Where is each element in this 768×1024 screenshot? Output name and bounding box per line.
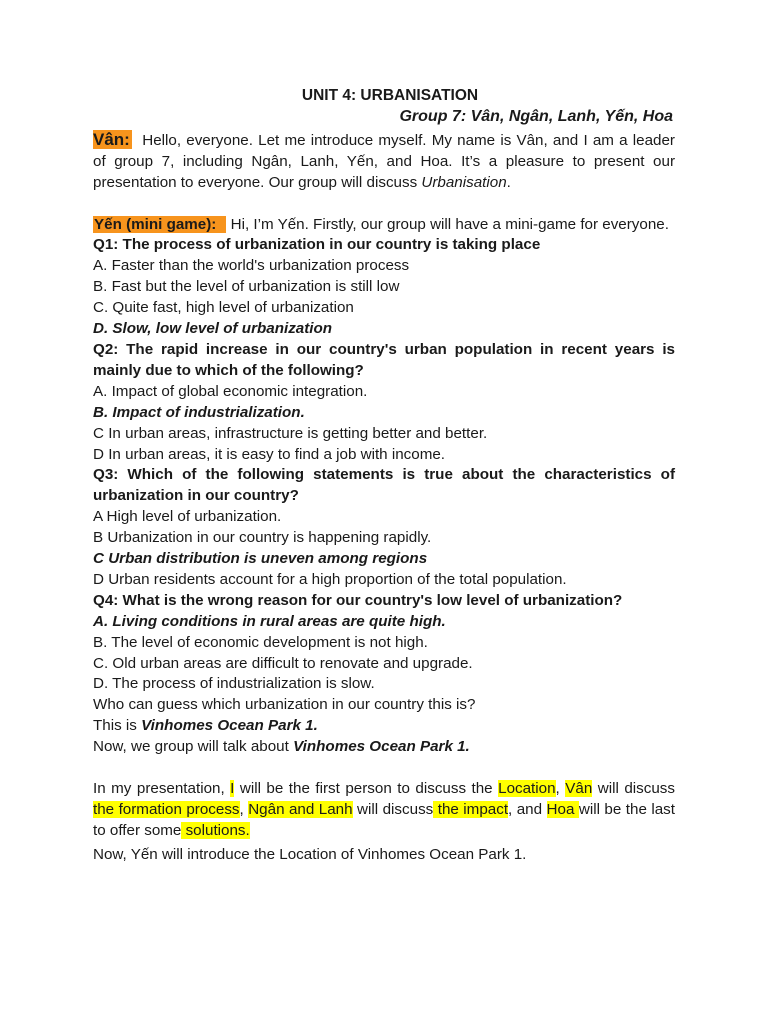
spacer [93, 194, 675, 215]
speaker-label-van: Vân: [93, 129, 130, 149]
plan-text: will be the last to offer some [93, 801, 675, 839]
option: A. Faster than the world's urbanization process [93, 257, 410, 275]
question-block [93, 340, 675, 465]
answer-name: Vinhomes Ocean Park 1. [141, 717, 318, 735]
correct-option: C Urban distribution is uneven among regions [93, 550, 428, 568]
talk-name: Vinhomes Ocean Park 1. [293, 738, 470, 756]
highlight: the impact [433, 801, 509, 818]
talk-line [93, 737, 675, 758]
minigame-paragraph [93, 215, 675, 236]
plan-text: will be the first person to discuss the [234, 780, 499, 798]
intro-topic: Urbanisation [421, 173, 507, 191]
plan-text: will discuss [352, 801, 434, 818]
highlight: Vân [565, 780, 593, 798]
correct-option: A. Living conditions in rural areas are quite high. [93, 612, 446, 630]
highlight: solutions. [181, 821, 250, 839]
speaker-label-yen: Yến (mini game): [93, 216, 226, 233]
correct-option: B. Impact of industrialization. [93, 403, 305, 421]
plan-text: In my presentation, [93, 780, 231, 798]
plan-text: will discuss [592, 780, 675, 798]
question-block [93, 591, 675, 696]
question-text: Q4: What is the wrong reason for our country's low level of urbanization? [93, 591, 623, 609]
option: D In urban areas, it is easy to find a job with income. [93, 445, 446, 463]
spacer [93, 758, 675, 779]
option: A. Impact of global economic integration. [93, 382, 368, 400]
intro-text: Hello, everyone. Let me introduce myself. My name is Vân, and I am a leader of group 7, including Ngân, Lanh, Yến, and Hoa. It’s a pleasure to present our presentation to everyone. Our group will discuss [93, 131, 675, 191]
correct-option: D. Slow, low level of urbanization [93, 320, 333, 338]
intro-paragraph [93, 130, 675, 194]
option: D Urban residents account for a high proportion of the total population. [93, 570, 567, 588]
option: B Urbanization in our country is happening rapidly. [93, 529, 432, 547]
option: C. Old urban areas are difficult to renovate and upgrade. [93, 654, 473, 672]
page-title: UNIT 4: URBANISATION [301, 87, 479, 104]
question-list [93, 235, 675, 695]
answer-line [93, 716, 675, 737]
option: C In urban areas, infrastructure is getting better and better. [93, 424, 488, 442]
option: B. The level of economic development is not high. [93, 633, 428, 651]
highlight: Hoa [546, 801, 579, 818]
plan-text: , and [508, 801, 547, 818]
question-text: Q3: Which of the following statements is true about the characteristics of urbanization in our country? [93, 466, 675, 505]
highlight: the formation process [93, 801, 240, 818]
option: B. Fast but the level of urbanization is still low [93, 278, 400, 296]
closing-line: Now, Yến will introduce the Location of Vinhomes Ocean Park 1. [93, 845, 527, 863]
highlight: Location [498, 780, 556, 798]
highlight: Ngân and Lanh [248, 801, 353, 818]
option: A High level of urbanization. [93, 508, 282, 526]
question-text: Q2: The rapid increase in our country's urban population in recent years is mainly due to which of the following? [93, 340, 675, 379]
question-block [93, 465, 675, 590]
option: C. Quite fast, high level of urbanization [93, 299, 354, 317]
question-block [93, 235, 675, 340]
plan-paragraph [93, 779, 675, 842]
question-text: Q1: The process of urbanization in our country is taking place [93, 236, 541, 254]
highlight: I [230, 780, 235, 798]
plan-text: , [555, 780, 566, 798]
answer-prefix: This is [93, 717, 142, 735]
guess-line: Who can guess which urbanization in our country this is? [93, 696, 476, 714]
group-members: Group 7: Vân, Ngân, Lanh, Yến, Hoa [399, 107, 673, 125]
minigame-text: Hi, I’m Yến. Firstly, our group will have a mini-game for everyone. [230, 215, 669, 233]
intro-end: . [506, 173, 511, 191]
option: D. The process of industrialization is slow. [93, 675, 375, 693]
plan-text: , [239, 801, 249, 818]
talk-prefix: Now, we group will talk about [93, 738, 294, 756]
document-page [93, 86, 675, 866]
